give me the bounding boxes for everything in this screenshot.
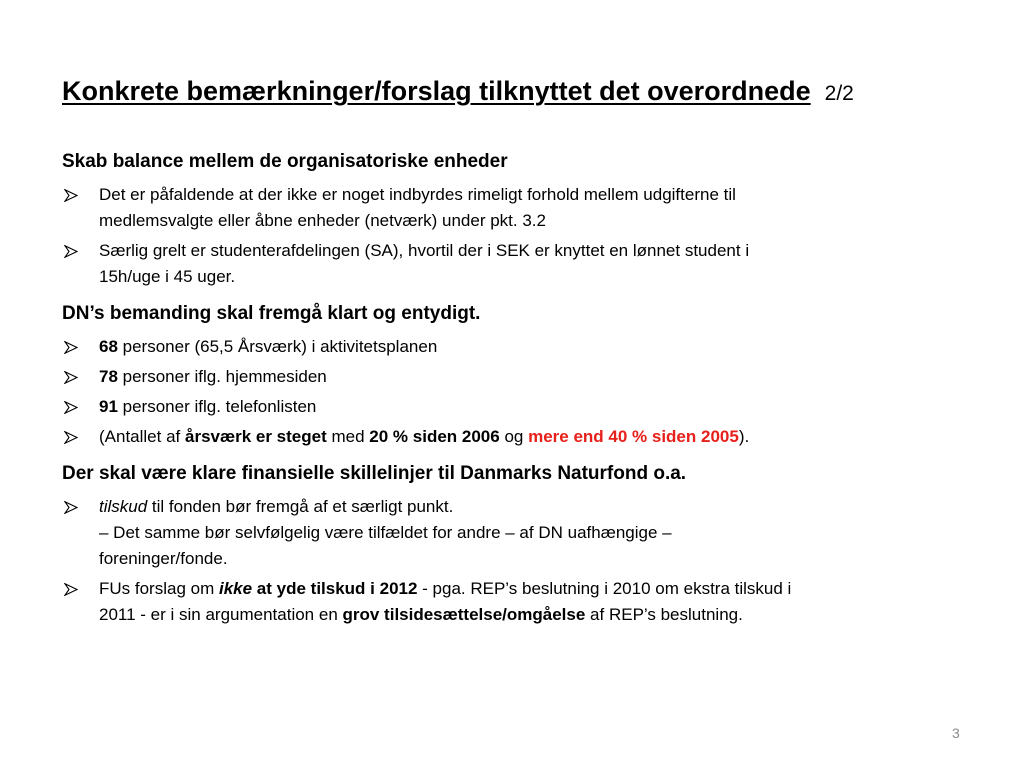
highlight-text: mere end 40 % siden 2005	[528, 427, 739, 446]
staff-count: 78	[99, 367, 118, 386]
arrowhead-bullet-icon	[62, 182, 82, 208]
staff-count: 91	[99, 397, 118, 416]
arrowhead-bullet-icon	[62, 334, 82, 360]
section-heading-finance: Der skal være klare finansielle skillelinjer til Danmarks Naturfond o.a.	[62, 463, 687, 484]
arrowhead-bullet-icon	[62, 364, 82, 390]
bullet-item: Det er påfaldende at der ikke er noget indbyrdes rimeligt forhold mellem udgifterne til medlemsvalgte eller åbne enheder (netværk) under pkt. 3.2	[62, 182, 962, 234]
arrowhead-bullet-icon	[62, 576, 82, 602]
arrowhead-bullet-icon	[62, 494, 82, 520]
title-page-indicator: 2/2	[824, 82, 854, 105]
section-heading-balance: Skab balance mellem de organisatoriske enheder	[62, 151, 508, 172]
bullet-item: 68 personer (65,5 Årsværk) i aktivitetsplanen	[62, 334, 962, 360]
bullet-item: tilskud til fonden bør fremgå af et særligt punkt. – Det samme bør selvfølgelig være tilfældet for andre – af DN uafhængige – foreninger/fonde.	[62, 494, 962, 572]
slide-content	[62, 150, 962, 632]
arrowhead-bullet-icon	[62, 394, 82, 420]
bullet-item: (Antallet af årsværk er steget med 20 % siden 2006 og mere end 40 % siden 2005).	[62, 424, 962, 450]
slide-page-number: 3	[952, 725, 960, 741]
bullet-item: Særlig grelt er studenterafdelingen (SA), hvortil der i SEK er knyttet en lønnet student i 15h/uge i 45 uger.	[62, 238, 962, 290]
section-heading-staffing: DN’s bemanding skal fremgå klart og entydigt.	[62, 303, 481, 324]
arrowhead-bullet-icon	[62, 424, 82, 450]
slide-title	[62, 74, 854, 111]
arrowhead-bullet-icon	[62, 238, 82, 264]
bullet-item: 78 personer iflg. hjemmesiden	[62, 364, 962, 390]
title-text: Konkrete bemærkninger/forslag tilknyttet det overordnede	[62, 76, 811, 106]
staff-count: 68	[99, 337, 118, 356]
bullet-item: FUs forslag om ikke at yde tilskud i 2012 - pga. REP’s beslutning i 2010 om ekstra tilskud i 2011 - er i sin argumentation en grov tilsidesættelse/omgåelse af REP’s beslutning.	[62, 576, 962, 628]
bullet-item: 91 personer iflg. telefonlisten	[62, 394, 962, 420]
